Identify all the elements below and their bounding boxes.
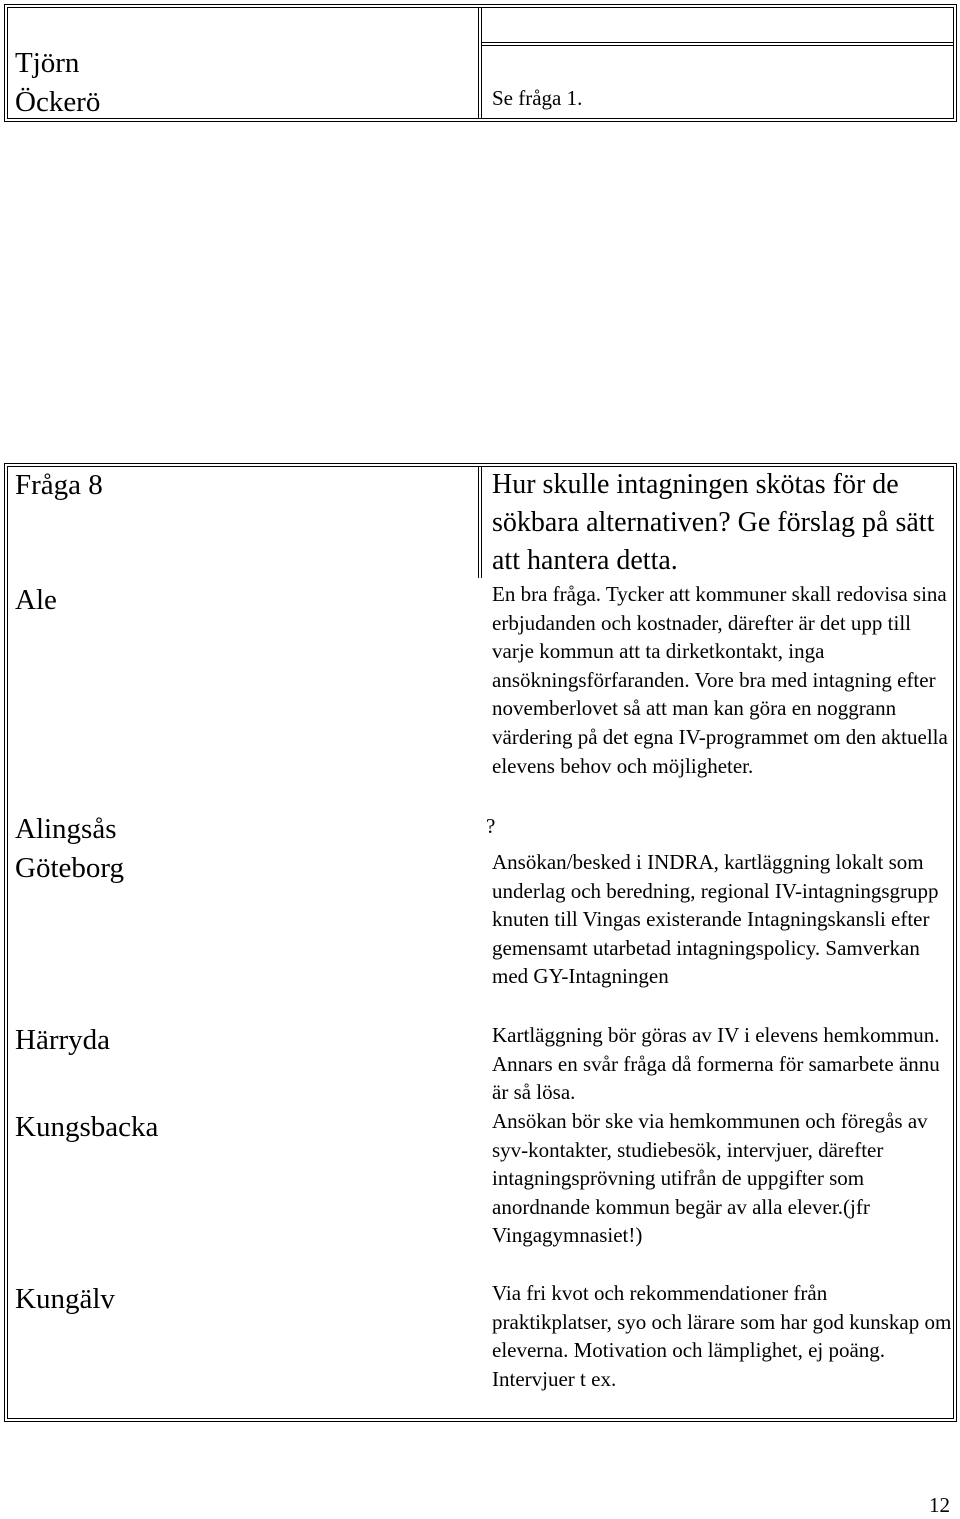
municipality-answer: Via fri kvot och rekommendationer från praktikplatser, syo och lärare som har god kunskap om eleverna. Motivation och lämplighet, ej poäng. Intervjuer t ex. <box>492 1281 952 1391</box>
municipality-answer: En bra fråga. Tycker att kommuner skall redovisa sina erbjudanden och kostnader, därefter är det upp till varje kommun att ta dirketkontakt, inga ansökningsförfaranden. Vore bra med intagning efter novemberlovet så att man kan göra en noggrann värdering på det egna IV-programmet om den aktuella elevens behov och möjligheter. <box>492 582 948 778</box>
municipality-name: Tjörn <box>15 47 80 79</box>
municipality-answer: Ansökan bör ske via hemkommunen och föregås av syv-kontakter, studiebesök, intervjuer, därefter intagningsprövning utifrån de uppgifter som anordnande kommun begär av alla elever.(jfr Vingagymnasiet!) <box>492 1109 928 1248</box>
question-label: Fråga 8 <box>15 469 103 501</box>
municipality-answer: Ansökan/besked i INDRA, kartläggning lokalt som underlag och beredning, regional IV-intagningsgrupp knuten till Vingas existerande Intagningskansli efter gemensamt utarbetad intagningspolicy. Samverkan med GY-Intagningen <box>492 850 939 989</box>
municipality-name: Kungälv <box>15 1283 115 1315</box>
municipality-name: Kungsbacka <box>15 1111 159 1143</box>
municipality-name: Ale <box>15 584 57 616</box>
municipality-answer: ? <box>486 814 496 838</box>
municipality-name: Göteborg <box>15 852 125 884</box>
municipality-answer: Kartläggning bör göras av IV i elevens hemkommun. Annars en svår fråga då formerna för samarbete ännu är så lösa. <box>492 1023 940 1105</box>
page-number: 12 <box>929 1493 950 1517</box>
municipality-name: Öckerö <box>15 86 101 118</box>
municipality-name: Härryda <box>15 1024 111 1056</box>
question-text: Hur skulle intagningen skötas för de sökbara alternativen? Ge förslag på sätt att hantera detta. <box>492 469 935 576</box>
municipality-answer: Se fråga 1. <box>492 86 583 110</box>
municipality-name: Alingsås <box>15 813 117 845</box>
